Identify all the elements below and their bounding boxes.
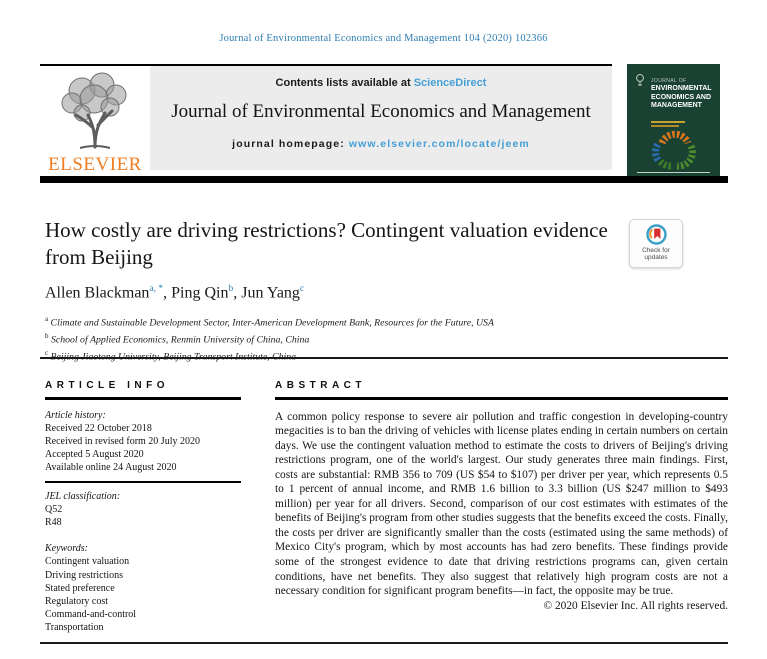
keyword: Regulatory cost	[45, 595, 109, 607]
keyword: Stated preference	[45, 582, 115, 594]
journal-cover-thumbnail	[627, 64, 720, 179]
check-for-updates-label: Check for updates	[642, 247, 670, 261]
history-line: Received in revised form 20 July 2020	[45, 435, 200, 447]
author-name: Ping Qin	[171, 284, 229, 302]
homepage-prefix: journal homepage:	[232, 138, 349, 150]
article-info-separator-rule	[45, 481, 241, 483]
jel-label: JEL classification:	[45, 490, 121, 502]
article-info-column	[45, 380, 241, 635]
journal-banner	[150, 66, 612, 170]
cover-footer-line	[637, 172, 710, 174]
article-info-heading-rule	[45, 397, 241, 400]
cover-tree-icon	[635, 74, 645, 86]
abstract-column	[275, 380, 728, 613]
author-name: Jun Yang	[241, 284, 300, 302]
author-separator: ,	[163, 284, 172, 302]
sciencedirect-link[interactable]: ScienceDirect	[413, 77, 487, 89]
homepage-url-link[interactable]: www.elsevier.com/locate/jeem	[348, 138, 530, 150]
author-separator: ,	[233, 284, 242, 302]
affiliation-line: $^b$ School of Applied Economics, Renmin University of China, China	[45, 331, 310, 346]
cover-recycle-art	[647, 128, 703, 174]
copyright-line: © 2020 Elsevier Inc. All rights reserved.	[543, 599, 728, 612]
elsevier-logo	[42, 69, 148, 175]
elsevier-tree-icon	[52, 69, 138, 151]
keyword: Contingent valuation	[45, 556, 130, 568]
history-line: Accepted 5 August 2020	[45, 449, 144, 461]
journal-title: Journal of Environmental Economics and Management	[171, 101, 591, 122]
elsevier-wordmark: ELSEVIER	[48, 154, 142, 175]
history-line: Received 22 October 2018	[45, 422, 152, 434]
abstract-heading: ABSTRACT	[275, 380, 366, 391]
affiliation-line: $^a$ Climate and Sustainable Development Sector, Inter-American Development Bank, Resources for the Future, USA	[45, 315, 494, 329]
abstract-heading-rule	[275, 397, 728, 400]
author-affil-marker[interactable]: b	[228, 284, 234, 294]
keyword: Driving restrictions	[45, 569, 124, 581]
cover-editor-line	[651, 121, 685, 123]
abstract-text: A common policy response to severe air pollution and traffic congestion in developing-country megacities is to ban the driving of vehicles with license plates ending in certain numbers on certain days. We use the contingent valuation method to estimate the costs to drivers of Beijing's driving restrictions program, one of the world's largest. Our study generates three main findings. First, costs are substantial: RMB 356 to 709 (US $54 to $107) per driver per year, which represents 0.5 to 1 percent of annual income, and RMB 1.6 billion to 3.3 billion (US $247 million to $493 million) per year for all drivers. Second, comparison of our cost estimates with estimates of the benefits of Beijing's program from other studies suggests that the benefits exceed the costs. Finally, the costs per driver are significantly smaller than the costs (estimated using the same methods) of Mexico City's program, which by most accounts has had zero benefits. These findings provide some of the strongest evidence to date that driving restrictions programs can, given certain conditions, have net benefits. They also suggest that relatively high program costs are not a necessary condition for significant program benefits—in fact, the opposite may be true.	[275, 410, 728, 598]
affiliation-line: c	[45, 348, 49, 357]
cover-kicker: JOURNAL OF	[651, 78, 687, 84]
cover-title: ENVIRONMENTAL ECONOMICS AND MANAGEMENT	[651, 85, 712, 109]
author-affil-marker[interactable]: c	[299, 284, 305, 294]
crossmark-icon	[646, 224, 667, 245]
section-divider-rule	[40, 357, 728, 359]
history-line: Available online 24 August 2020	[45, 462, 177, 474]
keywords-label: Keywords:	[45, 543, 88, 555]
keyword: Transportation	[45, 622, 104, 634]
homepage-line	[150, 138, 612, 150]
jel-code: R48	[45, 516, 62, 528]
journal-citation: Journal of Environmental Economics and Management 104 (2020) 102366	[219, 33, 548, 44]
article-history-label: Article history:	[45, 409, 106, 421]
article-info-heading: ARTICLE INFO	[45, 380, 169, 391]
jel-code: Q52	[45, 503, 63, 515]
contents-line	[150, 77, 612, 89]
affiliations	[45, 313, 494, 363]
header-divider-bar	[40, 176, 728, 183]
keyword: Command-and-control	[45, 609, 137, 621]
cover-editor-line	[651, 125, 679, 127]
paper-title: How costly are driving restrictions? Contingent valuation evidence from Beijing	[45, 218, 608, 269]
contents-prefix: Contents lists available at	[275, 77, 414, 89]
authors-line	[45, 284, 304, 302]
page-bottom-rule	[40, 642, 728, 644]
check-for-updates-badge[interactable]	[629, 219, 683, 268]
author-affil-marker[interactable]: a, *	[149, 284, 164, 294]
author-name: Allen Blackman	[45, 284, 150, 302]
